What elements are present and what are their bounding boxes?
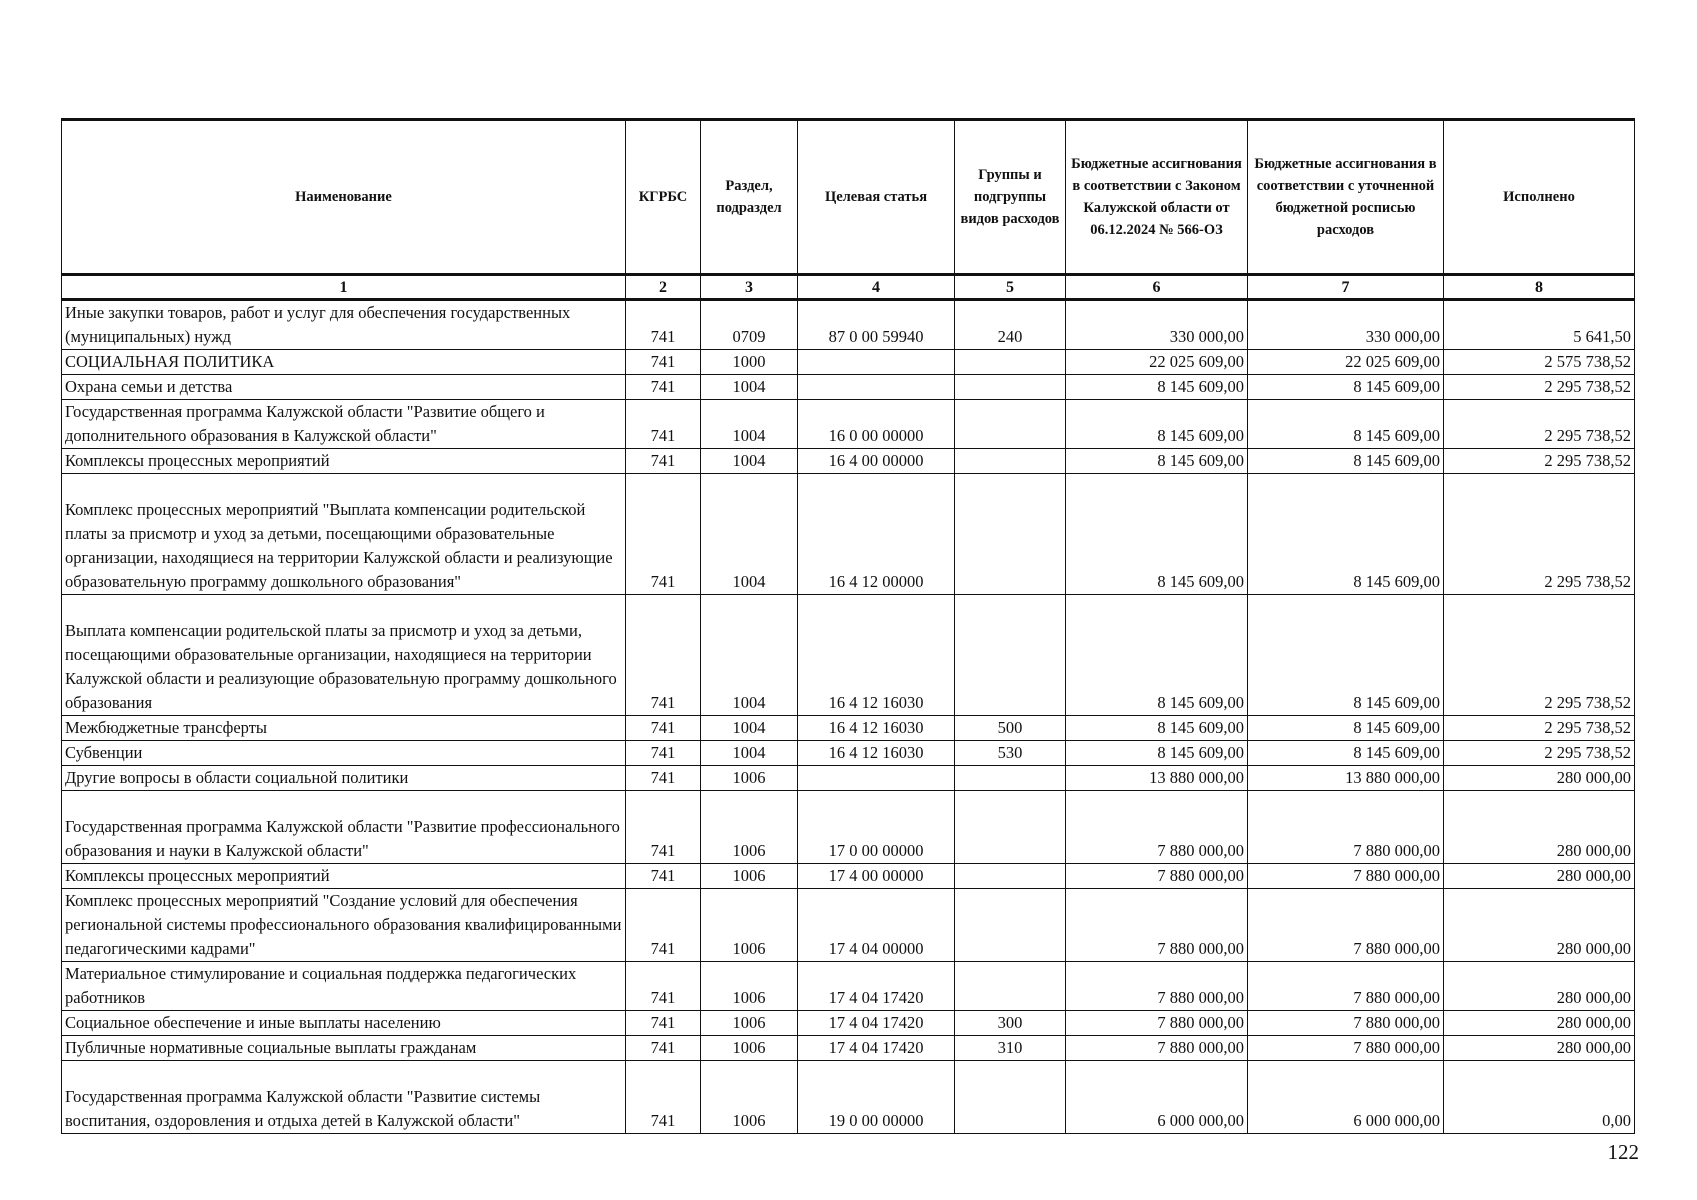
cell-kgrbs: 741 [626,1036,701,1061]
cell-name: Комплекс процессных мероприятий "Создание условий для обеспечения региональной системы профессионального образования квалифицированными педагогическими кадрами" [62,889,626,962]
cell-executed: 2 295 738,52 [1444,716,1635,741]
table-row [62,766,1635,791]
cell-section: 1006 [701,962,798,1011]
cell-refined: 7 880 000,00 [1248,791,1444,864]
cell-group [955,400,1066,449]
cell-group [955,350,1066,375]
table-row [62,1036,1635,1061]
cell-group [955,1061,1066,1134]
table-row [62,300,1635,350]
cell-section: 1006 [701,889,798,962]
cell-executed: 280 000,00 [1444,1036,1635,1061]
cell-name: Субвенции [62,741,626,766]
cell-refined: 8 145 609,00 [1248,716,1444,741]
cell-kgrbs: 741 [626,474,701,595]
cell-name: Государственная программа Калужской области "Развитие общего и дополнительного образования в Калужской области" [62,400,626,449]
cell-section: 1000 [701,350,798,375]
header-kgrbs: КГРБС [626,120,701,275]
cell-refined: 7 880 000,00 [1248,864,1444,889]
cell-group [955,375,1066,400]
cell-law: 7 880 000,00 [1066,889,1248,962]
table-row [62,1061,1635,1134]
cell-executed: 2 575 738,52 [1444,350,1635,375]
table-row [62,741,1635,766]
cell-refined: 8 145 609,00 [1248,595,1444,716]
cell-name: Выплата компенсации родительской платы за присмотр и уход за детьми, посещающими образовательные организации, находящиеся на территории Калужской области и реализующие образовательную программу дошкольного образования [62,595,626,716]
cell-refined: 13 880 000,00 [1248,766,1444,791]
column-number-row [62,275,1635,300]
table-row [62,716,1635,741]
cell-target: 87 0 00 59940 [798,300,955,350]
cell-executed: 280 000,00 [1444,766,1635,791]
table-row [62,474,1635,595]
cell-section: 1004 [701,375,798,400]
cell-group [955,889,1066,962]
cell-law: 330 000,00 [1066,300,1248,350]
cell-executed: 0,00 [1444,1061,1635,1134]
cell-section: 1004 [701,741,798,766]
table-row [62,1011,1635,1036]
cell-kgrbs: 741 [626,350,701,375]
cell-name: СОЦИАЛЬНАЯ ПОЛИТИКА [62,350,626,375]
cell-executed: 280 000,00 [1444,791,1635,864]
cell-target [798,350,955,375]
column-number: 2 [626,275,701,300]
cell-executed: 280 000,00 [1444,889,1635,962]
cell-group [955,791,1066,864]
header-groups: Группы и подгруппы видов расходов [955,120,1066,275]
cell-kgrbs: 741 [626,400,701,449]
cell-target: 17 0 00 00000 [798,791,955,864]
column-number: 8 [1444,275,1635,300]
cell-law: 7 880 000,00 [1066,962,1248,1011]
cell-group [955,595,1066,716]
cell-name: Социальное обеспечение и иные выплаты населению [62,1011,626,1036]
cell-law: 7 880 000,00 [1066,864,1248,889]
cell-executed: 2 295 738,52 [1444,375,1635,400]
cell-target: 17 4 04 00000 [798,889,955,962]
header-executed: Исполнено [1444,120,1635,275]
cell-law: 7 880 000,00 [1066,1036,1248,1061]
cell-law: 8 145 609,00 [1066,449,1248,474]
cell-executed: 2 295 738,52 [1444,474,1635,595]
cell-kgrbs: 741 [626,741,701,766]
cell-kgrbs: 741 [626,864,701,889]
cell-name: Государственная программа Калужской области "Развитие профессионального образования и науки в Калужской области" [62,791,626,864]
table-row [62,350,1635,375]
cell-refined: 7 880 000,00 [1248,962,1444,1011]
cell-law: 8 145 609,00 [1066,741,1248,766]
cell-kgrbs: 741 [626,962,701,1011]
header-row [62,120,1635,275]
cell-group [955,449,1066,474]
cell-target [798,375,955,400]
cell-target: 16 4 12 16030 [798,741,955,766]
cell-kgrbs: 741 [626,1011,701,1036]
cell-refined: 8 145 609,00 [1248,375,1444,400]
cell-executed: 2 295 738,52 [1444,595,1635,716]
cell-section: 1004 [701,449,798,474]
cell-name: Межбюджетные трансферты [62,716,626,741]
cell-executed: 280 000,00 [1444,864,1635,889]
cell-name: Комплексы процессных мероприятий [62,449,626,474]
cell-refined: 8 145 609,00 [1248,474,1444,595]
cell-section: 1004 [701,595,798,716]
column-number: 1 [62,275,626,300]
cell-refined: 6 000 000,00 [1248,1061,1444,1134]
cell-group: 500 [955,716,1066,741]
cell-kgrbs: 741 [626,449,701,474]
cell-name: Комплекс процессных мероприятий "Выплата компенсации родительской платы за присмотр и уход за детьми, посещающими образовательные организации, находящиеся на территории Калужской области и реализующие образовательную программу дошкольного образования" [62,474,626,595]
cell-kgrbs: 741 [626,716,701,741]
cell-target [798,766,955,791]
column-number: 5 [955,275,1066,300]
column-number: 3 [701,275,798,300]
table-row [62,962,1635,1011]
cell-refined: 7 880 000,00 [1248,1036,1444,1061]
header-name: Наименование [62,120,626,275]
cell-refined: 7 880 000,00 [1248,1011,1444,1036]
cell-section: 1006 [701,1061,798,1134]
cell-target: 16 4 00 00000 [798,449,955,474]
column-number: 4 [798,275,955,300]
cell-executed: 2 295 738,52 [1444,741,1635,766]
cell-section: 1006 [701,766,798,791]
cell-law: 8 145 609,00 [1066,716,1248,741]
cell-kgrbs: 741 [626,791,701,864]
cell-target: 16 4 12 16030 [798,595,955,716]
cell-section: 1006 [701,791,798,864]
cell-group [955,474,1066,595]
cell-name: Материальное стимулирование и социальная поддержка педагогических работников [62,962,626,1011]
budget-table [61,118,1635,1134]
table-row [62,400,1635,449]
cell-law: 13 880 000,00 [1066,766,1248,791]
cell-section: 1006 [701,864,798,889]
cell-target: 17 4 00 00000 [798,864,955,889]
cell-executed: 5 641,50 [1444,300,1635,350]
page-number: 122 [1607,1140,1639,1164]
cell-target: 17 4 04 17420 [798,1036,955,1061]
cell-refined: 8 145 609,00 [1248,741,1444,766]
cell-group [955,962,1066,1011]
cell-kgrbs: 741 [626,766,701,791]
cell-section: 1006 [701,1036,798,1061]
cell-executed: 2 295 738,52 [1444,449,1635,474]
cell-name: Другие вопросы в области социальной политики [62,766,626,791]
cell-kgrbs: 741 [626,1061,701,1134]
table-row [62,375,1635,400]
cell-group: 240 [955,300,1066,350]
cell-kgrbs: 741 [626,889,701,962]
header-target: Целевая статья [798,120,955,275]
table-row [62,791,1635,864]
cell-section: 1004 [701,474,798,595]
cell-refined: 8 145 609,00 [1248,400,1444,449]
cell-group: 300 [955,1011,1066,1036]
cell-law: 8 145 609,00 [1066,474,1248,595]
cell-refined: 22 025 609,00 [1248,350,1444,375]
cell-target: 17 4 04 17420 [798,1011,955,1036]
header-law: Бюджетные ассигнования в соответствии с Законом Калужской области от 06.12.2024 № 566-ОЗ [1066,120,1248,275]
cell-group: 310 [955,1036,1066,1061]
cell-law: 8 145 609,00 [1066,400,1248,449]
cell-executed: 280 000,00 [1444,1011,1635,1036]
cell-name: Публичные нормативные социальные выплаты гражданам [62,1036,626,1061]
cell-name: Охрана семьи и детства [62,375,626,400]
cell-law: 8 145 609,00 [1066,595,1248,716]
cell-kgrbs: 741 [626,375,701,400]
cell-law: 7 880 000,00 [1066,1011,1248,1036]
cell-target: 16 4 12 16030 [798,716,955,741]
table-row [62,864,1635,889]
cell-name: Государственная программа Калужской области "Развитие системы воспитания, оздоровления и отдыха детей в Калужской области" [62,1061,626,1134]
table-row [62,449,1635,474]
cell-target: 17 4 04 17420 [798,962,955,1011]
header-section: Раздел, подраздел [701,120,798,275]
table-row [62,889,1635,962]
cell-law: 22 025 609,00 [1066,350,1248,375]
cell-target: 16 4 12 00000 [798,474,955,595]
cell-section: 0709 [701,300,798,350]
cell-group [955,864,1066,889]
cell-executed: 2 295 738,52 [1444,400,1635,449]
cell-refined: 7 880 000,00 [1248,889,1444,962]
cell-name: Комплексы процессных мероприятий [62,864,626,889]
cell-refined: 330 000,00 [1248,300,1444,350]
table-row [62,595,1635,716]
cell-law: 7 880 000,00 [1066,791,1248,864]
header-refined: Бюджетные ассигнования в соответствии с уточненной бюджетной росписью расходов [1248,120,1444,275]
cell-group [955,766,1066,791]
cell-section: 1004 [701,716,798,741]
cell-target: 19 0 00 00000 [798,1061,955,1134]
cell-refined: 8 145 609,00 [1248,449,1444,474]
cell-group: 530 [955,741,1066,766]
cell-kgrbs: 741 [626,300,701,350]
column-number: 6 [1066,275,1248,300]
cell-kgrbs: 741 [626,595,701,716]
cell-section: 1004 [701,400,798,449]
column-number: 7 [1248,275,1444,300]
cell-law: 6 000 000,00 [1066,1061,1248,1134]
cell-section: 1006 [701,1011,798,1036]
cell-target: 16 0 00 00000 [798,400,955,449]
cell-executed: 280 000,00 [1444,962,1635,1011]
cell-name: Иные закупки товаров, работ и услуг для обеспечения государственных (муниципальных) нужд [62,300,626,350]
cell-law: 8 145 609,00 [1066,375,1248,400]
